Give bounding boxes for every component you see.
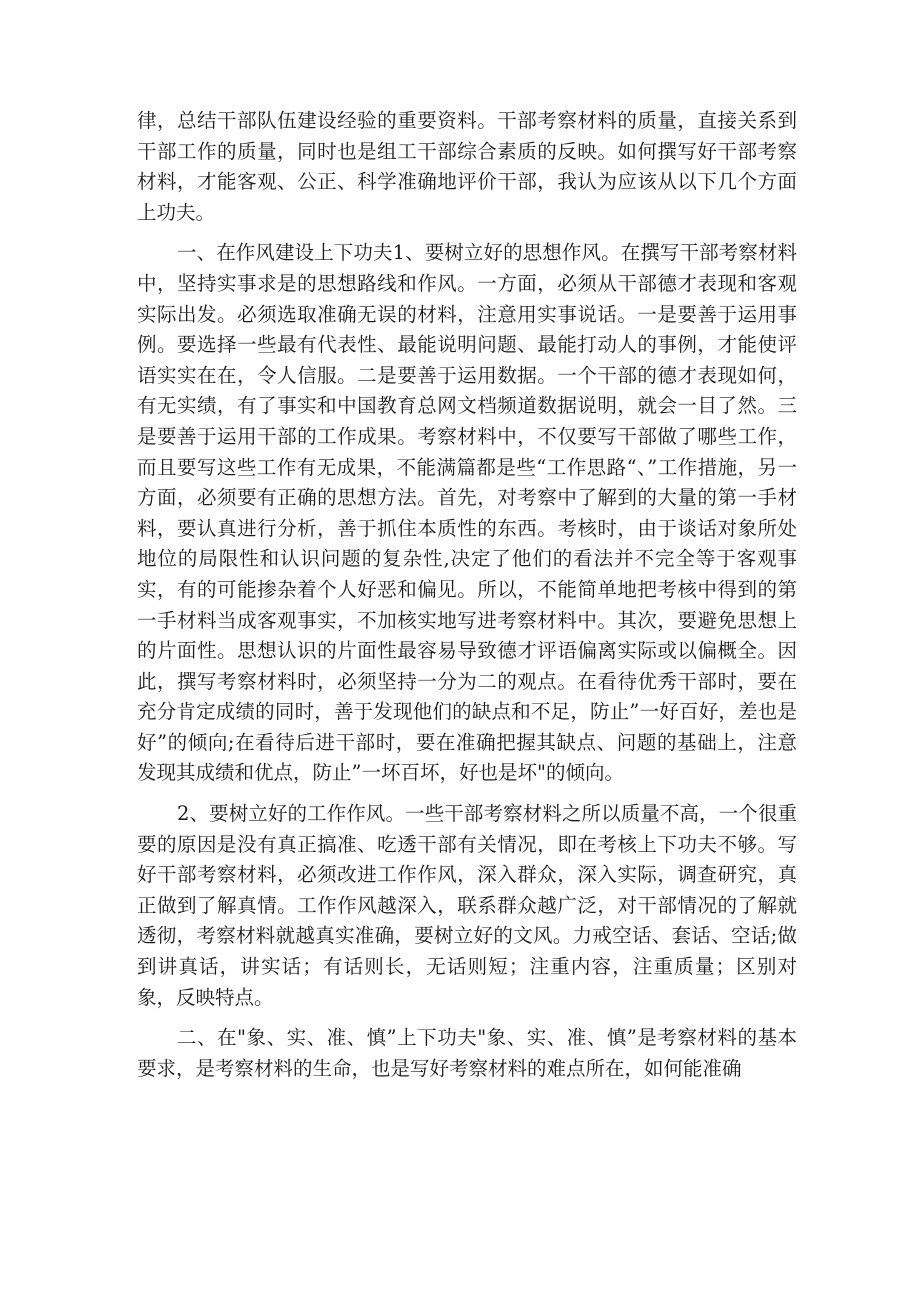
- paragraph-continuation: 律，总结干部队伍建设经验的重要资料。干部考察材料的质量，直接关系到干部工作的质量，同时也是组工干部综合素质的反映。如何撰写好干部考察材料，才能客观、公正、科学准确地评价干部，我认为应该从以下几个方面上功夫。: [137, 109, 797, 224]
- paragraph-work-style: 2、要树立好的工作作风。一些干部考察材料之所以质量不高，一个很重要的原因是没有真正搞准、吃透干部有关情况，即在考核上下功夫不够。写好干部考察材料，必须改进工作作风，深入群众，深入实际，调查研究，真正做到了解真情。工作作风越深入，联系群众越广泛，对干部情况的了解就透彻，考察材料就越真实准确，要树立好的文风。力戒空话、套话、空话;做到讲真话，讲实话；有话则长，无话则短；注重内容，注重质量；区别对象，反映特点。: [137, 802, 797, 1009]
- document-body: [137, 106, 797, 1084]
- paragraph-section-one: 一、在作风建设上下功夫1、要树立好的思想作风。在撰写干部考察材料中，坚持实事求是的思想路线和作风。一方面，必须从干部德才表现和客观实际出发。必须选取准确无误的材料，注意用实事说话。一是要善于运用事例。要选择一些最有代表性、最能说明问题、最能打动人的事例，才能使评语实实在在，令人信服。二是要善于运用数据。一个干部的德才表现如何，有无实绩，有了事实和中国教育总网文档频道数据说明，就会一目了然。三是要善于运用干部的工作成果。考察材料中，不仅要写干部做了哪些工作，而且要写这些工作有无成果，不能满篇都是些“工作思路“、”工作措施，另一方面，必须要有正确的思想方法。首先，对考察中了解到的大量的第一手材料，要认真进行分析，善于抓住本质性的东西。考核时，由于谈话对象所处地位的局限性和认识问题的复杂性,决定了他们的看法并不完全等于客观事实，有的可能掺杂着个人好恶和偏见。所以，不能简单地把考核中得到的第一手材料当成客观事实，不加核实地写进考察材料中。其次，要避免思想上的片面性。思想认识的片面性最容易导致德才评语偏离实际或以偏概全。因此，撰写考察材料时，必须坚持一分为二的观点。在看待优秀干部时，要在充分肯定成绩的同时，善于发现他们的缺点和不足，防止”一好百好，差也是好”的倾向;在看待后进干部时，要在准确把握其缺点、问题的基础上，注意发现其成绩和优点，防止”一坏百坏，好也是坏"的倾向。: [137, 241, 797, 785]
- paragraph-section-two: 二、在"象、实、准、慎”上下功夫"象、实、准、慎”是考察材料的基本要求，是考察材料的生命，也是写好考察材料的难点所在，如何能准确: [137, 1026, 797, 1080]
